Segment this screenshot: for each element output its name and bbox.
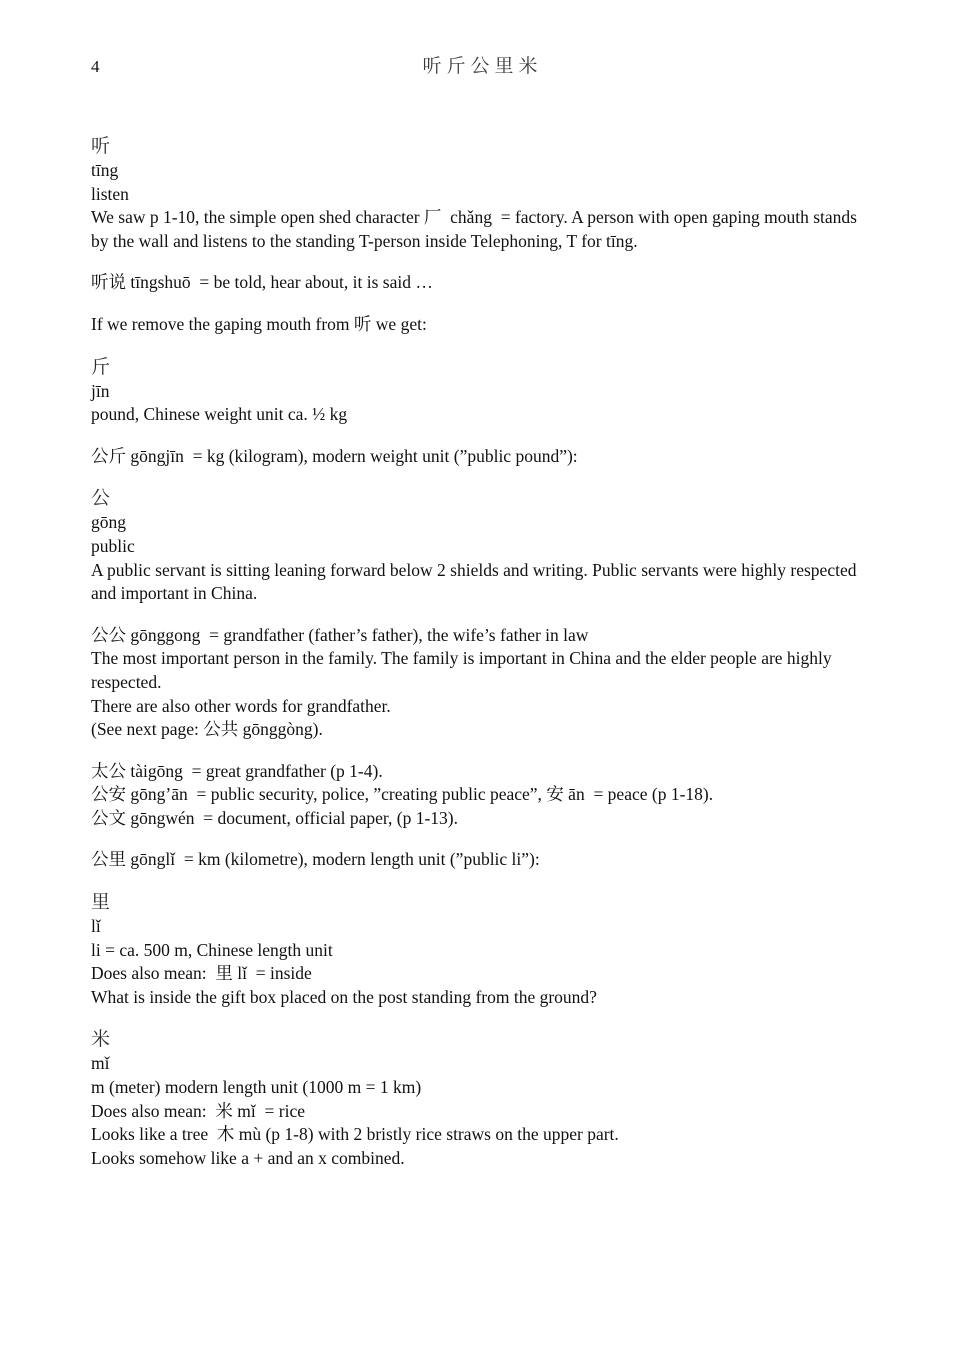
headword-gloss: listen (91, 183, 129, 204)
document-body (91, 134, 869, 1170)
body-line: What is inside the gift box placed on the post standing from the ground? (91, 986, 597, 1007)
body-line: The most important person in the family. The family is important in China and the elder people are highly respected. (91, 648, 837, 692)
headword-character: 斤 (91, 356, 111, 378)
headword-character: 公 (91, 488, 111, 510)
body-line: 公斤 gōngjīn = kg (kilogram), modern weight unit (”public pound”): (91, 445, 578, 466)
body-line: 公安 gōng’ān = public security, police, ”creating public peace”, 安 ān = peace (p 1-18). (91, 784, 714, 805)
body-line: Does also mean: 里 lǐ = inside (91, 963, 312, 984)
headword-character: 米 (91, 1029, 111, 1051)
text-block-gongli-compound (91, 848, 869, 872)
body-line: 公里 gōnglǐ = km (kilometre), modern length unit (”public li”): (91, 849, 540, 870)
body-line: There are also other words for grandfather. (91, 695, 391, 716)
headword-pinyin: lǐ (91, 916, 101, 937)
text-block-gong-compounds-list (91, 760, 869, 831)
text-block-gong-entry (91, 486, 869, 605)
headword-character: 听 (91, 136, 111, 157)
text-block-remove-mouth-note (91, 313, 869, 337)
text-block-gonggong-compound (91, 624, 869, 742)
text-block-jin-entry (91, 355, 869, 427)
body-line: (See next page: 公共 gōnggòng). (91, 719, 323, 740)
headword-pinyin: tīng (91, 160, 119, 180)
header-character-list: 听斤公里米 (422, 56, 543, 77)
page-number: 4 (91, 57, 100, 76)
headword-pinyin: jīn (91, 380, 110, 401)
headword-pinyin: mǐ (91, 1053, 110, 1074)
body-line: 听说 tīngshuō = be told, hear about, it is said … (91, 272, 433, 293)
headword-gloss: public (91, 535, 135, 556)
body-line: Looks somehow like a + and an x combined. (91, 1147, 405, 1168)
headword-pinyin: gōng (91, 512, 126, 533)
body-line: 公公 gōnggong = grandfather (father’s father), the wife’s father in law (91, 624, 589, 645)
body-line: We saw p 1-10, the simple open shed character 厂 chǎng = factory. A person with open gaping mouth stands by the wall and listens to the standing T-person inside Telephoning, T for tīng. (91, 207, 862, 251)
body-line: If we remove the gaping mouth from 听 we get: (91, 313, 427, 334)
page-running-header (0, 56, 960, 82)
headword-gloss: m (meter) modern length unit (1000 m = 1 km) (91, 1077, 422, 1098)
body-line: Does also mean: 米 mǐ = rice (91, 1100, 305, 1121)
headword-character: 里 (91, 892, 111, 914)
text-block-tingshuo-compound (91, 271, 869, 295)
text-block-ting-entry (91, 134, 869, 253)
headword-gloss: li = ca. 500 m, Chinese length unit (91, 939, 333, 960)
body-line: 太公 tàigōng = great grandfather (p 1-4). (91, 760, 383, 781)
body-line: A public servant is sitting leaning forward below 2 shields and writing. Public servants were highly respected and important in China. (91, 559, 861, 604)
text-block-gongjin-compound (91, 445, 869, 469)
headword-gloss: pound, Chinese weight unit ca. ½ kg (91, 404, 348, 425)
text-block-mi-entry (91, 1027, 869, 1170)
body-line: Looks like a tree 木 mù (p 1-8) with 2 bristly rice straws on the upper part. (91, 1124, 619, 1145)
body-line: 公文 gōngwén = document, official paper, (p 1-13). (91, 807, 459, 828)
text-block-li-entry (91, 890, 869, 1009)
